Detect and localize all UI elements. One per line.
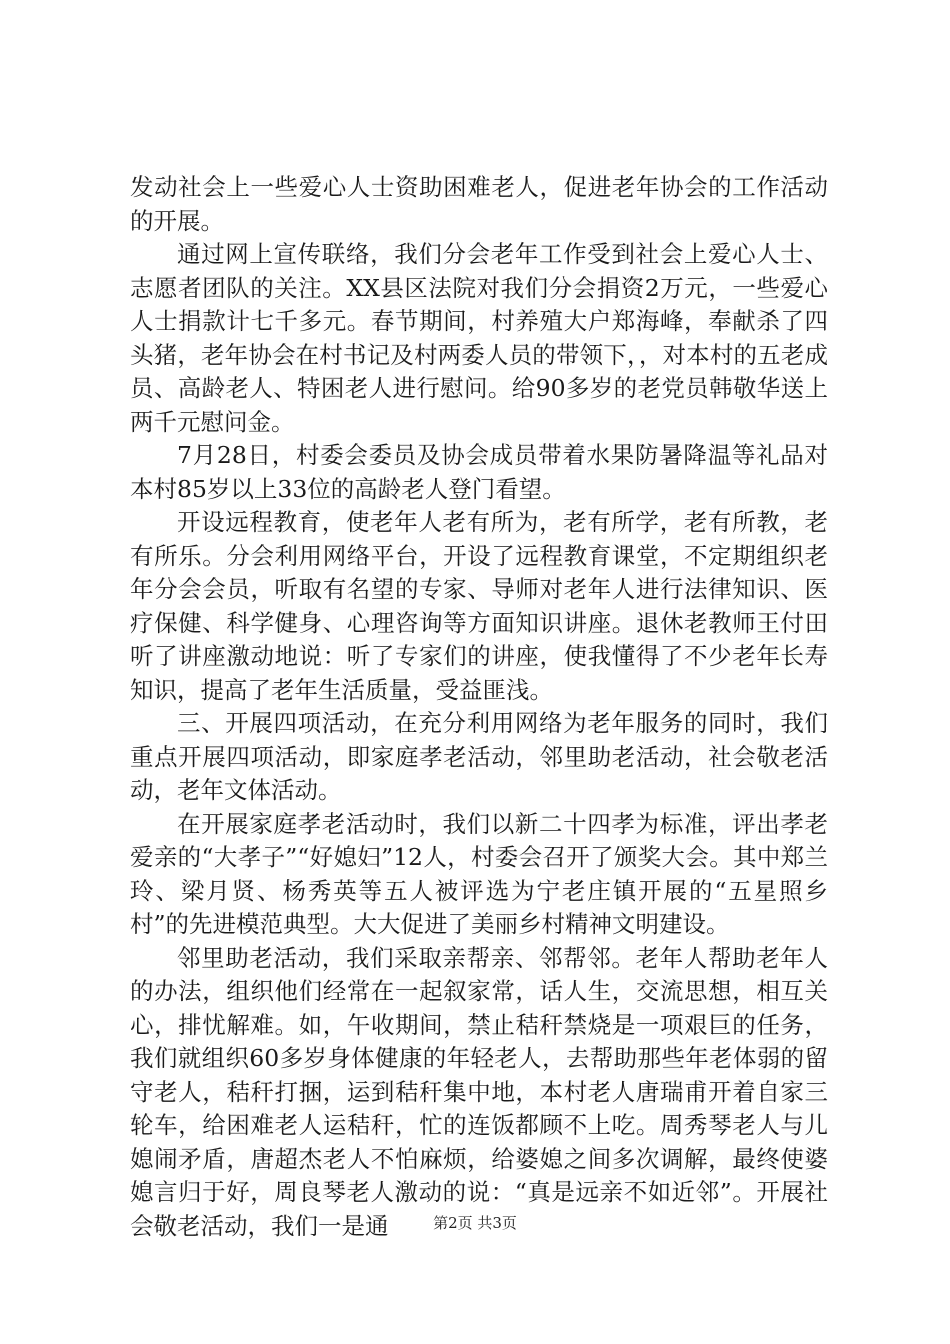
page-number-footer: 第2页 共3页 bbox=[433, 1214, 517, 1232]
paragraph-6: 在开展家庭孝老活动时，我们以新二十四孝为标准，评出孝老爱亲的“大孝子”“好媳妇”12人，村委会召开了颁奖大会。其中郑兰玲、梁月贤、杨秀英等五人被评选为宁老庄镇开展的“五星照乡村”的先进模范典型。大大促进了美丽乡村精神文明建设。 bbox=[130, 809, 828, 938]
paragraph-7: 邻里助老活动，我们采取亲帮亲、邻帮邻。老年人帮助老年人的办法，组织他们经常在一起叙家常，话人生，交流思想，相互关心，排忧解难。如，午收期间，禁止秸秆禁烧是一项艰巨的任务，我们就组织60多岁身体健康的年轻老人，去帮助那些年老体弱的留守老人，秸秆打捆，运到秸秆集中地，本村老人唐瑞甫开着自家三轮车，给困难老人运秸秆，忙的连饭都顾不上吃。周秀琴老人与儿媳闹矛盾，唐超杰老人不怕麻烦，给婆媳之间多次调解，最终使婆媳言归于好，周良琴老人激动的说：“真是远亲不如近邻”。开展社会敬老活动，我们一是通 bbox=[130, 943, 828, 1240]
paragraph-3: 7月28日，村委会委员及协会成员带着水果防暑降温等礼品对本村85岁以上33位的高龄老人登门看望。 bbox=[130, 441, 828, 503]
paragraph-1: 发动社会上一些爱心人士资助困难老人，促进老年协会的工作活动的开展。 bbox=[130, 173, 828, 235]
paragraph-2: 通过网上宣传联络，我们分会老年工作受到社会上爱心人士、志愿者团队的关注。XX县区法院对我们分会捐资2万元，一些爱心人士捐款计七千多元。春节期间，村养殖大户郑海峰，奉献杀了四头猪，老年协会在村书记及村两委人员的带领下，，对本村的五老成员、高龄老人、特困老人进行慰问。给90多岁的老党员韩敬华送上两千元慰问金。 bbox=[130, 240, 828, 436]
document-body bbox=[130, 171, 828, 1243]
paragraph-5: 三、开展四项活动，在充分利用网络为老年服务的同时，我们重点开展四项活动，即家庭孝老活动，邻里助老活动，社会敬老活动，老年文体活动。 bbox=[130, 709, 828, 804]
paragraph-4: 开设远程教育，使老年人老有所为，老有所学，老有所教，老有所乐。分会利用网络平台，开设了远程教育课堂，不定期组织老年分会会员，听取有名望的专家、导师对老年人进行法律知识、医疗保健、科学健身、心理咨询等方面知识讲座。退休老教师王付田听了讲座激动地说：听了专家们的讲座，使我懂得了不少老年长寿知识，提高了老年生活质量，受益匪浅。 bbox=[130, 508, 828, 704]
